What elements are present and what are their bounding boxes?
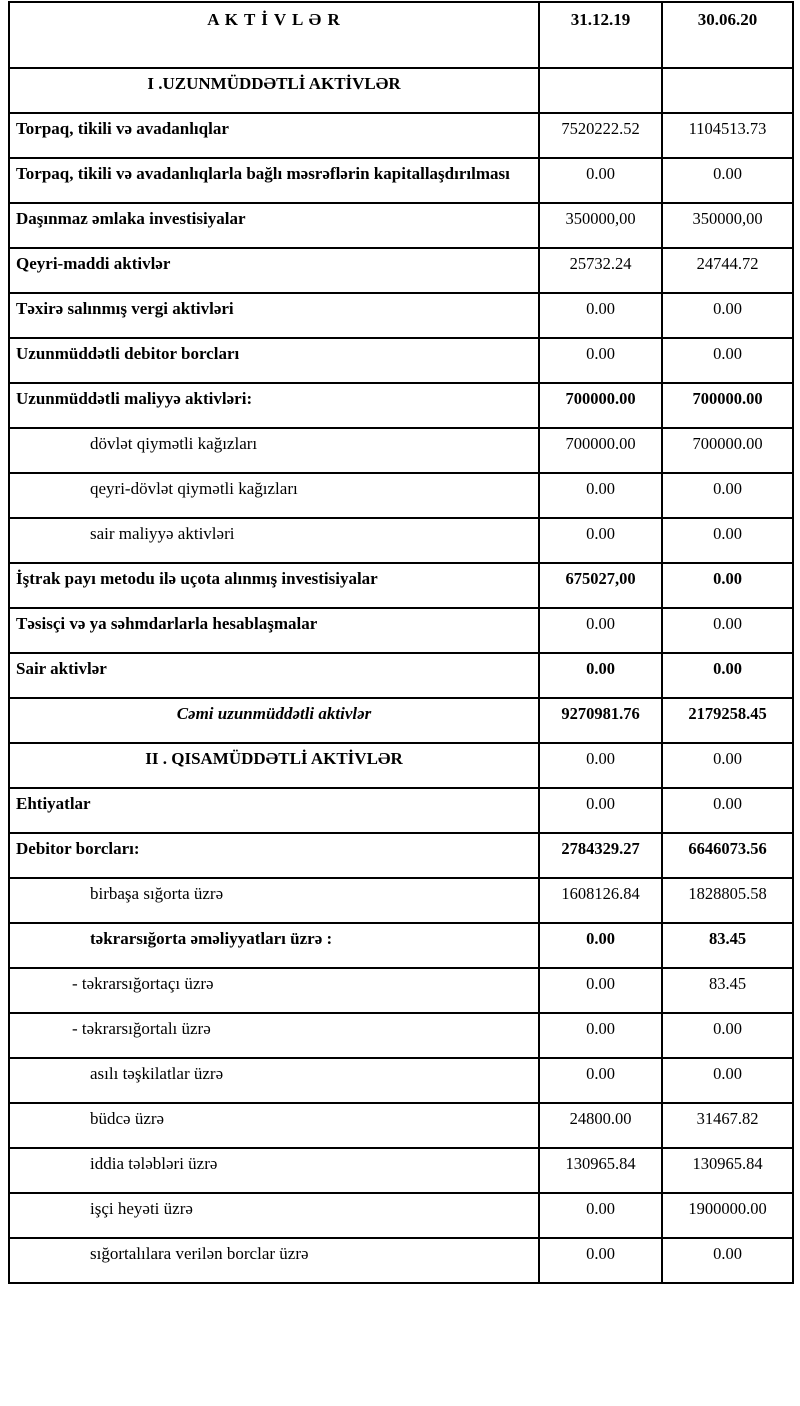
row-value-31-12-19: 24800.00 [539, 1103, 662, 1148]
table-row [9, 473, 793, 518]
row-value-31-12-19: 0.00 [539, 608, 662, 653]
row-value-30-06-20: 6646073.56 [662, 833, 793, 878]
row-value-31-12-19: 0.00 [539, 1238, 662, 1283]
row-value-30-06-20: 700000.00 [662, 383, 793, 428]
row-label: birbaşa sığorta üzrə [9, 878, 539, 923]
row-label: Torpaq, tikili və avadanlıqlarla bağlı məsrəflərin kapitallaşdırılması [9, 158, 539, 203]
row-value-31-12-19: 0.00 [539, 653, 662, 698]
table-row [9, 203, 793, 248]
row-value-30-06-20: 1104513.73 [662, 113, 793, 158]
row-value-30-06-20: 1900000.00 [662, 1193, 793, 1238]
table-row [9, 923, 793, 968]
table-row [9, 653, 793, 698]
table-row [9, 158, 793, 203]
row-label: İştrak payı metodu ilə uçota alınmış investisiyalar [9, 563, 539, 608]
row-value-30-06-20: 0.00 [662, 158, 793, 203]
assets-balance-table [8, 1, 794, 1284]
row-value-31-12-19: 1608126.84 [539, 878, 662, 923]
row-label: Torpaq, tikili və avadanlıqlar [9, 113, 539, 158]
row-label: Təxirə salınmış vergi aktivləri [9, 293, 539, 338]
row-value-31-12-19: 0.00 [539, 968, 662, 1013]
table-row [9, 743, 793, 788]
table-row [9, 608, 793, 653]
row-label: Cəmi uzunmüddətli aktivlər [9, 698, 539, 743]
row-label: - təkrarsığortalı üzrə [9, 1013, 539, 1058]
row-value-31-12-19: 2784329.27 [539, 833, 662, 878]
table-row [9, 338, 793, 383]
row-value-31-12-19: 0.00 [539, 518, 662, 563]
table-row [9, 788, 793, 833]
table-row [9, 1103, 793, 1148]
row-label: qeyri-dövlət qiymətli kağızları [9, 473, 539, 518]
row-value-30-06-20: 350000,00 [662, 203, 793, 248]
row-label: sair maliyyə aktivləri [9, 518, 539, 563]
row-label: asılı təşkilatlar üzrə [9, 1058, 539, 1103]
row-value-30-06-20: 0.00 [662, 743, 793, 788]
row-value-30-06-20: 31467.82 [662, 1103, 793, 1148]
date-column-header-2: 30.06.20 [662, 2, 793, 68]
row-label: Daşınmaz əmlaka investisiyalar [9, 203, 539, 248]
table-row [9, 878, 793, 923]
table-row [9, 698, 793, 743]
row-label: - təkrarsığortaçı üzrə [9, 968, 539, 1013]
row-label: işçi heyəti üzrə [9, 1193, 539, 1238]
table-row [9, 1013, 793, 1058]
row-value-31-12-19: 0.00 [539, 743, 662, 788]
table-body [9, 68, 793, 1283]
row-value-31-12-19: 9270981.76 [539, 698, 662, 743]
table-row [9, 248, 793, 293]
row-value-31-12-19: 0.00 [539, 338, 662, 383]
row-value-30-06-20: 0.00 [662, 653, 793, 698]
table-row [9, 383, 793, 428]
row-value-31-12-19: 25732.24 [539, 248, 662, 293]
row-value-31-12-19: 0.00 [539, 923, 662, 968]
row-value-30-06-20: 700000.00 [662, 428, 793, 473]
row-value-31-12-19: 0.00 [539, 473, 662, 518]
row-value-30-06-20: 0.00 [662, 608, 793, 653]
row-value-31-12-19: 130965.84 [539, 1148, 662, 1193]
row-value-30-06-20: 24744.72 [662, 248, 793, 293]
row-value-30-06-20: 0.00 [662, 473, 793, 518]
row-label: Qeyri-maddi aktivlər [9, 248, 539, 293]
row-value-30-06-20: 83.45 [662, 968, 793, 1013]
row-value-30-06-20: 0.00 [662, 1058, 793, 1103]
row-label: Sair aktivlər [9, 653, 539, 698]
row-value-30-06-20: 130965.84 [662, 1148, 793, 1193]
row-value-30-06-20: 0.00 [662, 293, 793, 338]
table-row [9, 113, 793, 158]
row-value-30-06-20: 0.00 [662, 1013, 793, 1058]
row-value-30-06-20: 0.00 [662, 1238, 793, 1283]
date-column-header-1: 31.12.19 [539, 2, 662, 68]
row-label: iddia tələbləri üzrə [9, 1148, 539, 1193]
table-row [9, 1193, 793, 1238]
row-value-31-12-19: 0.00 [539, 1013, 662, 1058]
table-row [9, 428, 793, 473]
row-value-30-06-20: 0.00 [662, 563, 793, 608]
row-label: təkrarsığorta əməliyyatları üzrə : [9, 923, 539, 968]
table-row [9, 833, 793, 878]
row-value-31-12-19: 0.00 [539, 1058, 662, 1103]
row-value-31-12-19: 700000.00 [539, 383, 662, 428]
row-value-30-06-20: 0.00 [662, 518, 793, 563]
table-row [9, 1238, 793, 1283]
table-row [9, 968, 793, 1013]
row-value-31-12-19: 350000,00 [539, 203, 662, 248]
row-value-31-12-19: 0.00 [539, 1193, 662, 1238]
row-value-30-06-20 [662, 68, 793, 113]
row-label: sığortalılara verilən borclar üzrə [9, 1238, 539, 1283]
row-label: Təsisçi və ya səhmdarlarla hesablaşmalar [9, 608, 539, 653]
table-row [9, 563, 793, 608]
table-row [9, 1058, 793, 1103]
table-row [9, 1148, 793, 1193]
table-row [9, 518, 793, 563]
row-value-31-12-19 [539, 68, 662, 113]
table-header-row [9, 2, 793, 68]
row-value-30-06-20: 1828805.58 [662, 878, 793, 923]
row-value-31-12-19: 675027,00 [539, 563, 662, 608]
row-value-30-06-20: 83.45 [662, 923, 793, 968]
row-value-31-12-19: 0.00 [539, 293, 662, 338]
row-label: Uzunmüddətli debitor borcları [9, 338, 539, 383]
table-row [9, 68, 793, 113]
row-value-31-12-19: 700000.00 [539, 428, 662, 473]
row-label: Uzunmüddətli maliyyə aktivləri: [9, 383, 539, 428]
row-value-31-12-19: 0.00 [539, 788, 662, 833]
row-value-30-06-20: 2179258.45 [662, 698, 793, 743]
row-value-31-12-19: 7520222.52 [539, 113, 662, 158]
row-label: Ehtiyatlar [9, 788, 539, 833]
row-value-30-06-20: 0.00 [662, 338, 793, 383]
row-label: II . QISAMÜDDƏTLİ AKTİVLƏR [9, 743, 539, 788]
table-row [9, 293, 793, 338]
row-label: büdcə üzrə [9, 1103, 539, 1148]
assets-column-header: A K T İ V L Ə R [9, 2, 539, 68]
row-label: I .UZUNMÜDDƏTLİ AKTİVLƏR [9, 68, 539, 113]
row-value-30-06-20: 0.00 [662, 788, 793, 833]
row-value-31-12-19: 0.00 [539, 158, 662, 203]
row-label: dövlət qiymətli kağızları [9, 428, 539, 473]
row-label: Debitor borcları: [9, 833, 539, 878]
